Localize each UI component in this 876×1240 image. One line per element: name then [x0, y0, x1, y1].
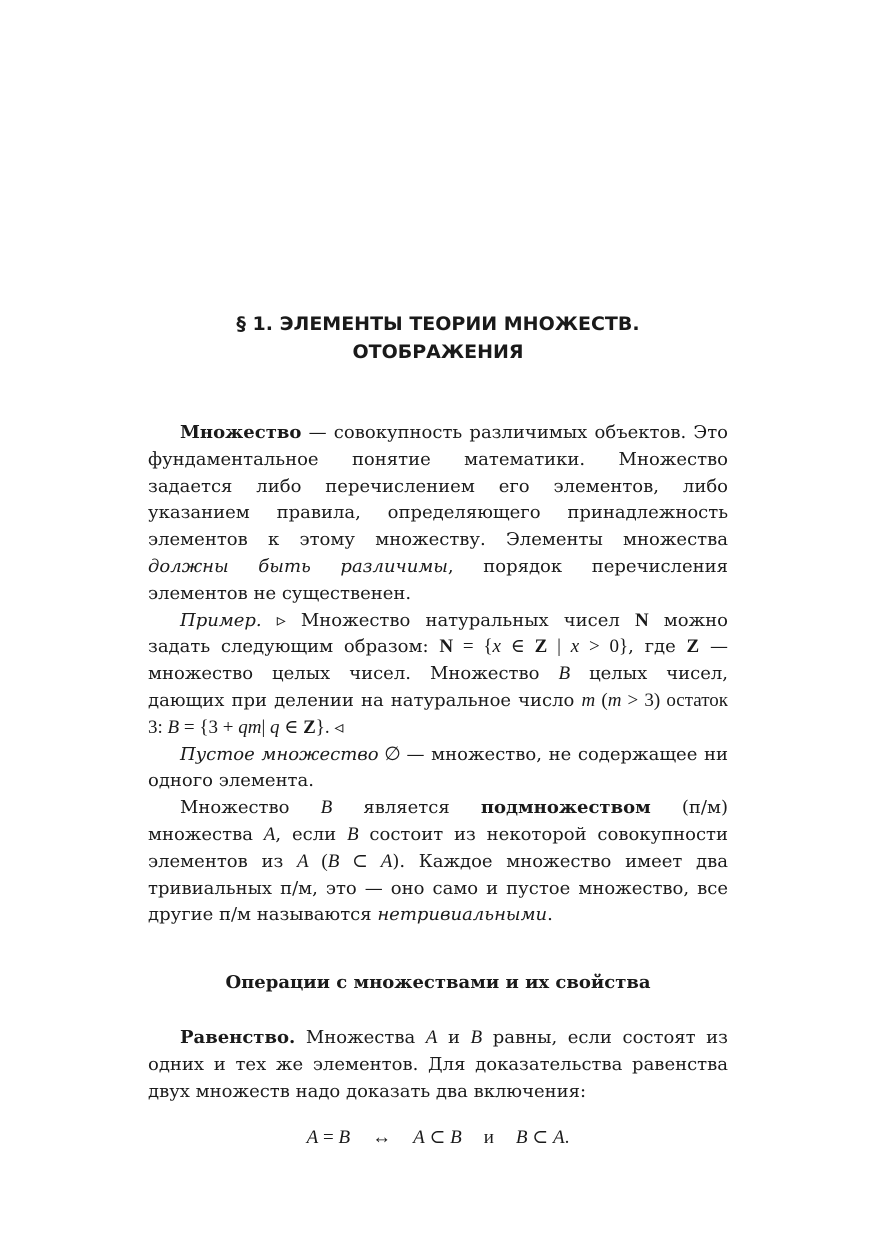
section-title: [148, 310, 728, 366]
math-var: m: [581, 689, 596, 711]
body-text: [148, 420, 728, 1152]
text: ). Каждое множество имеет два тривиальных п/м, это — оно само и пустое множество, все другие п/м называются: [148, 850, 728, 926]
text: целых чисел, дающих при делении на натуральное число: [148, 663, 729, 711]
math: = {: [453, 636, 493, 658]
text: .: [547, 904, 553, 926]
math-var: B: [558, 663, 571, 685]
term-set: Множество: [180, 422, 302, 443]
math-var: B: [515, 1126, 528, 1148]
text: — множество, не содержащее ни одного элемента.: [148, 743, 728, 792]
text: и: [437, 1027, 471, 1049]
math-var: x: [570, 636, 580, 658]
math-var: A: [425, 1027, 438, 1049]
page: [148, 300, 728, 1152]
subsection-title: Операции с множествами и их свойства: [225, 972, 651, 994]
math-N: N: [634, 609, 649, 631]
paragraph-example: [148, 608, 728, 742]
math: .: [564, 1126, 570, 1148]
math-Z: Z: [686, 636, 700, 658]
example-label: Пример.: [180, 609, 262, 631]
emphasis: Пустое множество: [180, 743, 379, 765]
math-var: B: [338, 1126, 351, 1148]
display-equation: [148, 1124, 728, 1152]
math-var: A: [297, 850, 309, 872]
math-var: A: [413, 1126, 425, 1148]
paragraph-equality: [148, 1025, 728, 1105]
math: ⊂: [424, 1126, 451, 1148]
math: > 0}: [579, 636, 629, 658]
math-var: B: [327, 850, 340, 872]
math-var: B: [167, 716, 180, 738]
math-var: B: [346, 823, 359, 845]
math-var: qm: [238, 716, 262, 738]
section-title-line2: ОТОБРАЖЕНИЯ: [352, 341, 524, 363]
math-var: x: [492, 636, 501, 658]
paragraph-empty-set: [148, 742, 728, 796]
math: (: [595, 689, 608, 711]
empty-set-symbol: ∅: [378, 743, 407, 765]
text: , если: [275, 823, 347, 845]
emphasis: должны быть различимы: [148, 555, 448, 577]
math: |: [261, 716, 270, 738]
text: , где: [628, 636, 687, 658]
math: |: [547, 636, 571, 658]
example-start-marker: ▹: [276, 609, 286, 631]
term-subset: подмножеством: [480, 797, 651, 819]
math-var: q: [270, 716, 280, 738]
math: =: [318, 1126, 339, 1148]
text: Множество: [180, 797, 321, 819]
text: равны, если состоят из одних и тех же элементов. Для доказательства равенства двух множеств надо доказать два включения:: [148, 1027, 728, 1102]
section-title-line1: § 1. ЭЛЕМЕНТЫ ТЕОРИИ МНОЖЕСТВ.: [236, 313, 640, 335]
emphasis: нетривиальными: [377, 904, 548, 926]
math: }.: [315, 716, 335, 738]
math: = {3 +: [179, 716, 239, 738]
math: ⊂: [527, 1126, 553, 1148]
text: — совокупность различимых объектов. Это фундаментальное понятие математики. Множество задается либо перечислением его элементов, либо указанием правила, определяющего принадлежность элементов к этому множеству. Элементы множества: [148, 422, 728, 551]
text: Множества: [295, 1027, 426, 1049]
paragraph-set-definition: [148, 420, 728, 608]
example-end-marker: ◃: [334, 716, 344, 738]
text: (п/м) множества: [148, 797, 728, 845]
text: — множество целых чисел. Множество: [148, 636, 728, 685]
math: ⊂: [339, 850, 381, 872]
iff-symbol: ↔: [372, 1126, 392, 1148]
math-Z: Z: [534, 636, 548, 658]
math-var: A: [380, 850, 393, 872]
term-equality: Равенство.: [180, 1027, 296, 1049]
math-N: N: [439, 636, 454, 658]
math-var: A: [306, 1126, 319, 1148]
math-Z: Z: [303, 716, 316, 738]
math: ∈: [500, 636, 535, 658]
math: ∈: [279, 716, 304, 738]
math-var: A: [263, 823, 276, 845]
math-var: A: [552, 1126, 565, 1148]
math-var: m: [607, 689, 622, 711]
text: состоит из некоторой совокупности элементов из: [148, 823, 729, 872]
text: Множество натуральных чисел: [285, 609, 635, 631]
math-var: B: [450, 1126, 462, 1148]
math: > 3) остаток 3:: [148, 689, 728, 738]
math-var: B: [320, 797, 333, 819]
text: является: [332, 797, 481, 819]
conjunction: и: [483, 1126, 494, 1148]
text: можно задать следующим образом:: [148, 609, 728, 658]
text: , порядок перечисления элементов не существенен.: [148, 555, 728, 604]
paragraph-subset: [148, 795, 728, 929]
math: (: [308, 850, 328, 872]
math-var: B: [470, 1027, 483, 1049]
